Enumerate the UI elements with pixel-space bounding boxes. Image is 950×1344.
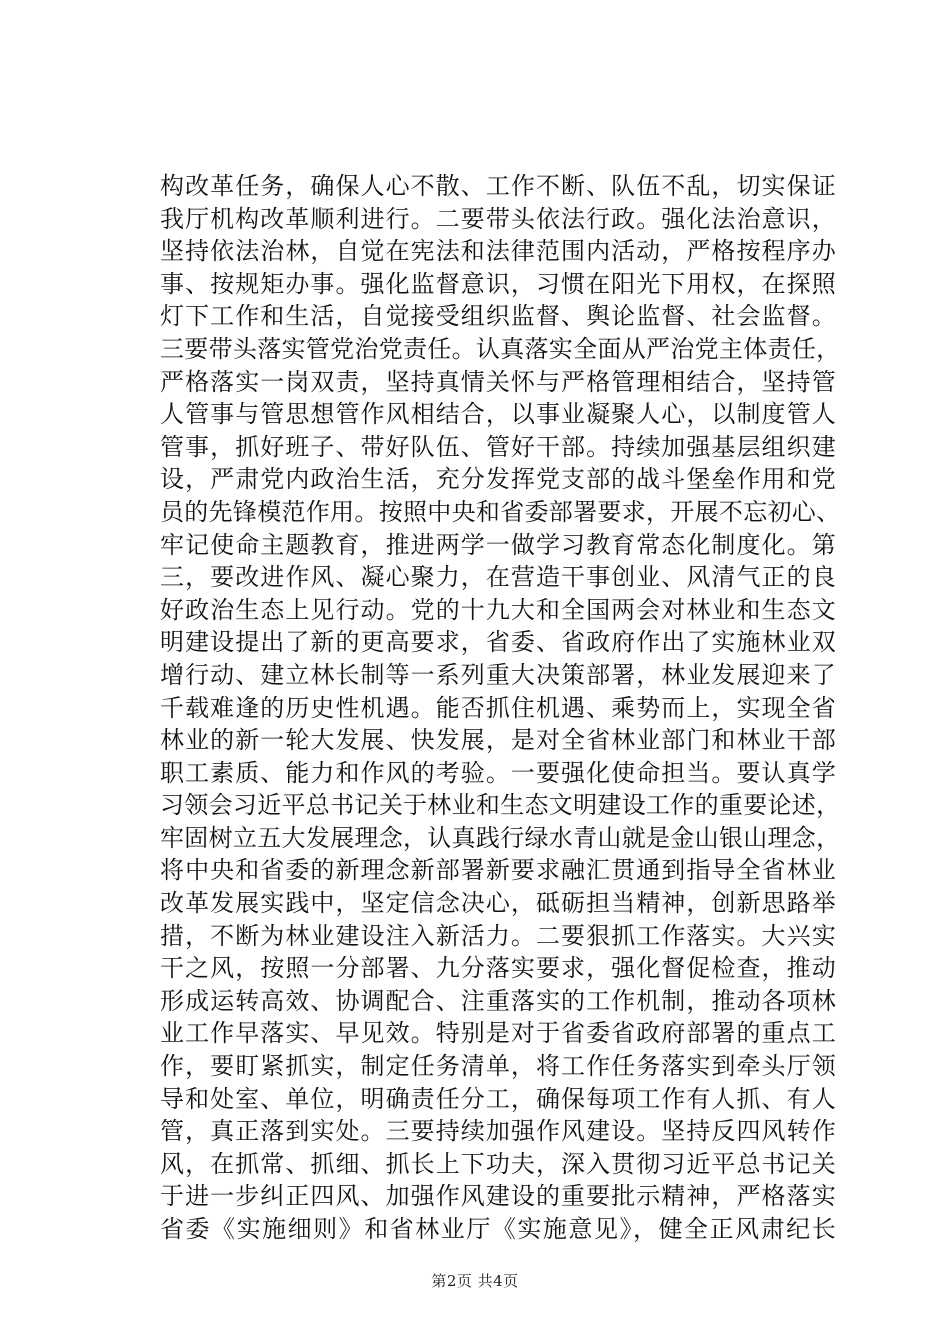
text-line: 改革发展实践中，坚定信念决心，砥砺担当精神，创新思路举 [160,889,836,918]
text-line: 员的先锋模范作用。按照中央和省委部署要求，开展不忘初心、 [160,497,841,526]
text-line: 将中央和省委的新理念新部署新要求融汇贯通到指导全省林业 [160,856,836,885]
text-line: 严格落实一岗双责，坚持真情关怀与严格管理相结合，坚持管 [160,367,836,396]
text-line: 增行动、建立林长制等一系列重大决策部署，林业发展迎来了 [160,660,836,689]
text-line: 形成运转高效、协调配合、注重落实的工作机制，推动各项林 [160,986,836,1015]
text-line: 导和处室、单位，明确责任分工，确保每项工作有人抓、有人 [160,1084,836,1113]
text-line: 业工作早落实、早见效。特别是对于省委省政府部署的重点工 [160,1019,836,1048]
text-line: 牢记使命主题教育，推进两学一做学习教育常态化制度化。第 [160,530,836,559]
text-line: 事、按规矩办事。强化监督意识，习惯在阳光下用权，在探照 [160,269,836,298]
text-line: 于进一步纠正四风、加强作风建设的重要批示精神，严格落实 [160,1182,836,1211]
text-line: 作，要盯紧抓实，制定任务清单，将工作任务落实到牵头厅领 [160,1052,836,1081]
text-line: 干之风，按照一分部署、九分落实要求，强化督促检查，推动 [160,954,836,983]
body-paragraph [160,170,841,1246]
text-line: 省委《实施细则》和省林业厅《实施意见》，健全正风肃纪长 [160,1215,836,1243]
text-line: 管，真正落到实处。三要持续加强作风建设。坚持反四风转作 [160,1117,836,1146]
text-line: 三要带头落实管党治党责任。认真落实全面从严治党主体责任， [160,334,841,363]
text-line: 千载难逢的历史性机遇。能否抓住机遇、乘势而上，实现全省 [160,693,836,722]
text-line: 好政治生态上见行动。党的十九大和全国两会对林业和生态文 [160,595,836,624]
text-line: 习领会习近平总书记关于林业和生态文明建设工作的重要论述， [160,791,841,820]
text-line: 管事，抓好班子、带好队伍、管好干部。持续加强基层组织建 [160,432,836,461]
text-line: 职工素质、能力和作风的考验。一要强化使命担当。要认真学 [160,758,836,787]
text-line: 牢固树立五大发展理念，认真践行绿水青山就是金山银山理念， [160,823,841,852]
text-line: 构改革任务，确保人心不散、工作不断、队伍不乱，切实保证 [160,172,836,200]
page-footer: 第2页 共4页 [431,1272,519,1290]
text-line: 措，不断为林业建设注入新活力。二要狠抓工作落实。大兴实 [160,921,836,950]
text-line: 灯下工作和生活，自觉接受组织监督、舆论监督、社会监督。 [160,302,836,331]
text-line: 风，在抓常、抓细、抓长上下功夫，深入贯彻习近平总书记关 [160,1149,836,1178]
text-line: 设，严肃党内政治生活，充分发挥党支部的战斗堡垒作用和党 [160,465,836,494]
text-line: 我厅机构改革顺利进行。二要带头依法行政。强化法治意识， [160,204,836,233]
text-line: 明建设提出了新的更高要求，省委、省政府作出了实施林业双 [160,628,836,657]
text-line: 坚持依法治林，自觉在宪法和法律范围内活动，严格按程序办 [160,237,836,266]
text-line: 人管事与管思想管作风相结合，以事业凝聚人心，以制度管人 [160,400,836,429]
text-line: 林业的新一轮大发展、快发展，是对全省林业部门和林业干部 [160,726,836,755]
text-line: 三，要改进作风、凝心聚力，在营造干事创业、风清气正的良 [160,563,836,592]
